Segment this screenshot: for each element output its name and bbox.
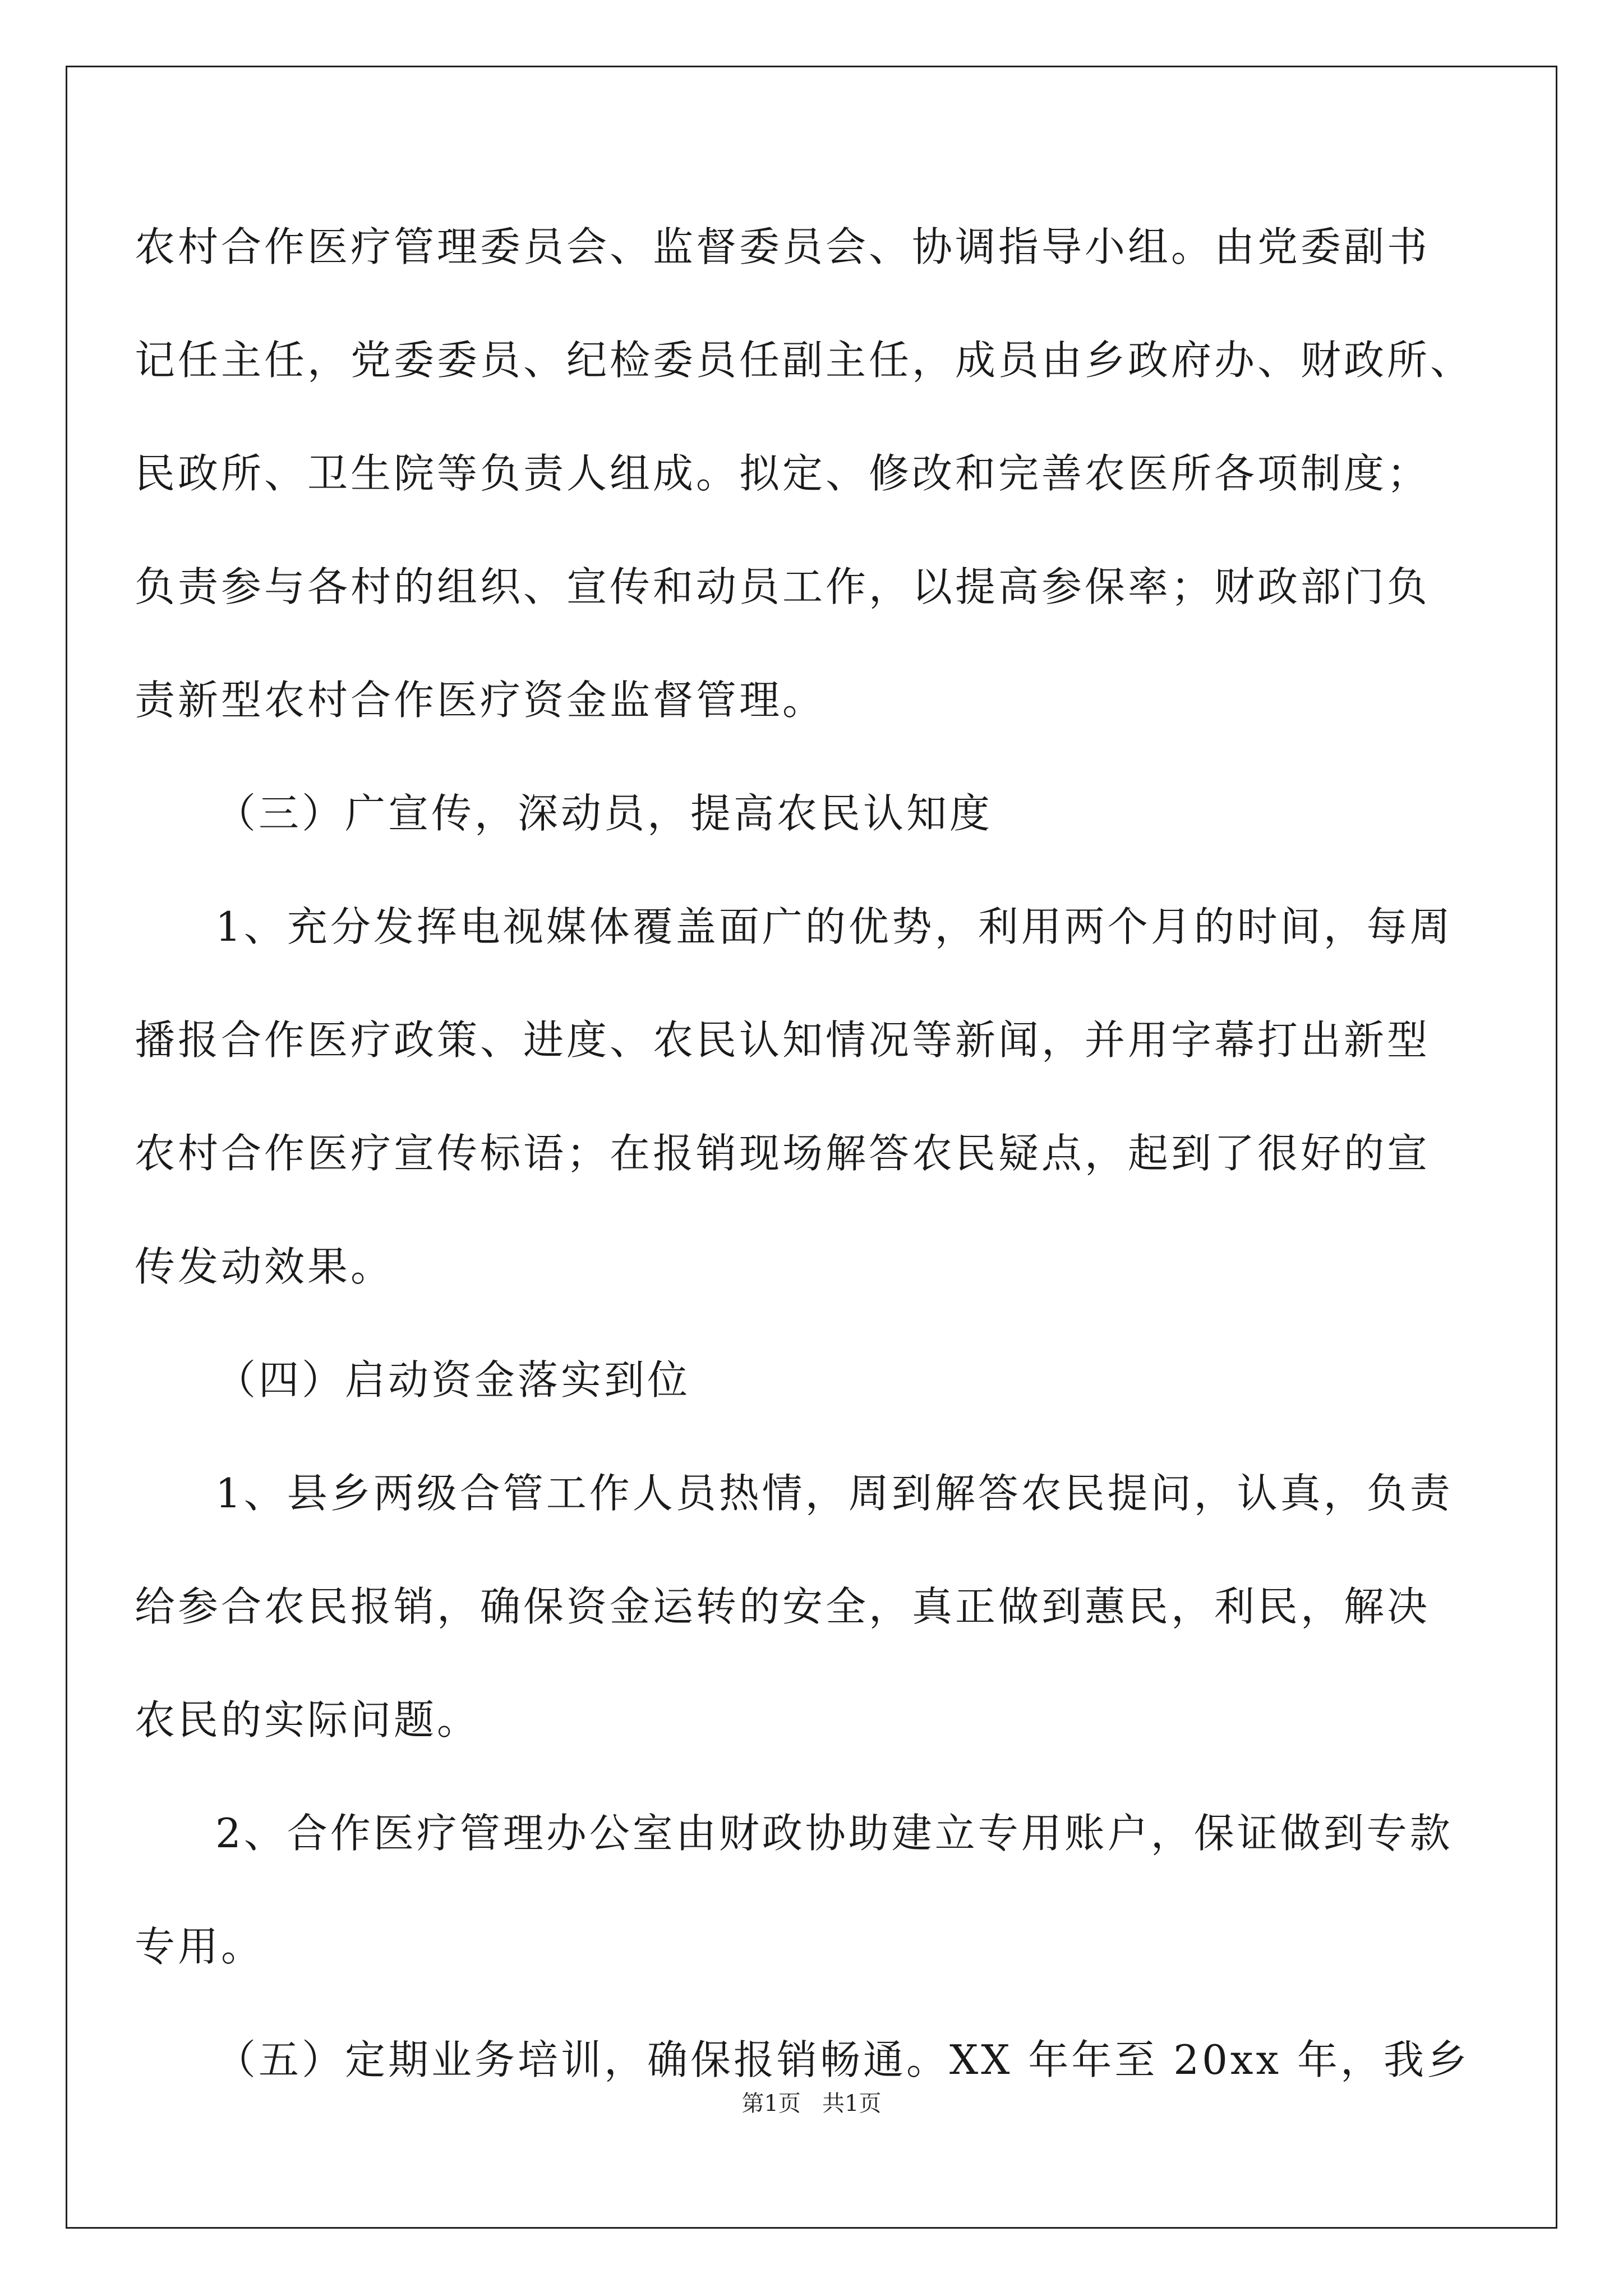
body-line: 1、充分发挥电视媒体覆盖面广的优势，利用两个月的时间，每周 (215, 903, 1453, 950)
page-footer: 第1页 共1页 (741, 2091, 882, 2116)
body-line: 农民的实际问题。 (135, 1696, 481, 1743)
body-line: 农村合作医疗宣传标语；在报销现场解答农民疑点，起到了很好的宣 (135, 1130, 1431, 1177)
body-line: 负责参与各村的组织、宣传和动员工作，以提高参保率；财政部门负 (135, 563, 1431, 610)
section-heading: （四）启动资金落实到位 (215, 1356, 691, 1404)
section-heading: （五）定期业务培训，确保报销畅通。XX 年年至 20xx 年，我乡 (215, 2036, 1470, 2083)
body-line: 1、县乡两级合管工作人员热情，周到解答农民提问，认真，负责 (215, 1470, 1453, 1517)
body-line: 专用。 (135, 1923, 265, 1970)
body-line: 农村合作医疗管理委员会、监督委员会、协调指导小组。由党委副书 (135, 223, 1431, 270)
body-line: 记任主任，党委委员、纪检委员任副主任，成员由乡政府办、财政所、 (135, 337, 1474, 384)
body-line: 责新型农村合作医疗资金监督管理。 (135, 677, 826, 724)
body-line: 民政所、卫生院等负责人组成。拟定、修改和完善农医所各项制度； (135, 450, 1431, 497)
body-line: 给参合农民报销，确保资金运转的安全，真正做到蕙民，利民，解决 (135, 1583, 1431, 1630)
body-line: 传发动效果。 (135, 1243, 394, 1290)
body-line: 2、合作医疗管理办公室由财政协助建立专用账户，保证做到专款 (215, 1810, 1453, 1857)
section-heading: （三）广宣传，深动员，提高农民认知度 (215, 790, 993, 837)
body-line: 播报合作医疗政策、进度、农民认知情况等新闻，并用字幕打出新型 (135, 1016, 1431, 1064)
